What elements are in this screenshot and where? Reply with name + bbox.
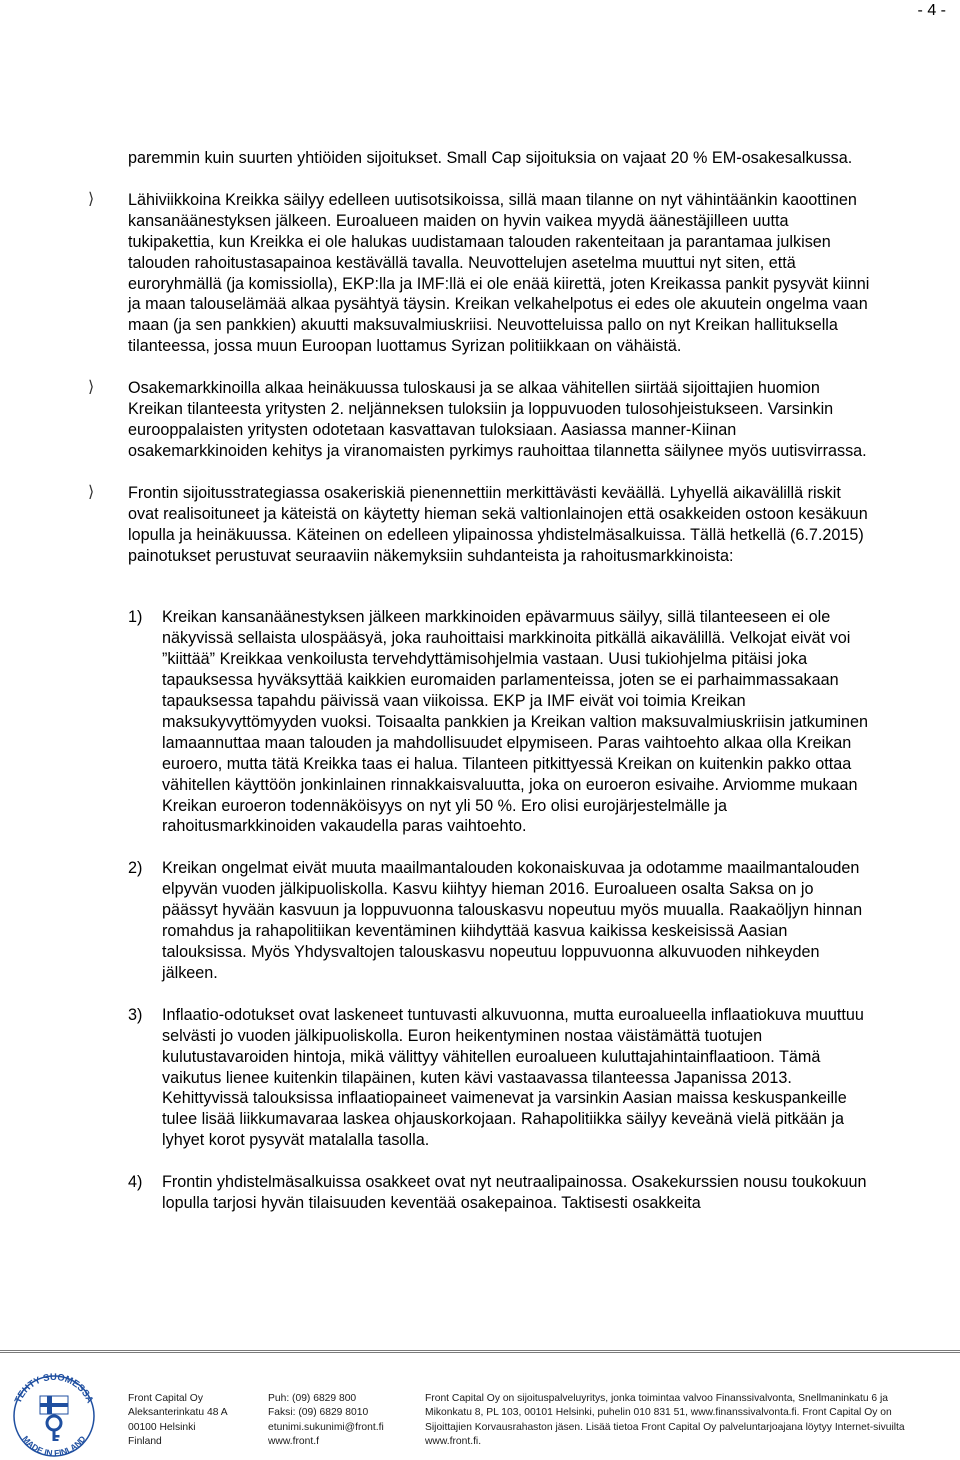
footer-line: Aleksanterinkatu 48 A	[128, 1407, 228, 1419]
numbered-text: Inflaatio-odotukset ovat laskeneet tuntuvasti alkuvuonna, mutta euroalueella inflaatiokuva muuttuu selvästi jo vuoden jälkipuoliskolla. Euron heikentyminen nostaa väistämättä tuotujen kulutustavaroiden hintoja, mikä välittyy vähitellen euroalueen kuluttajahintainflaatioon. Tämä vaikutus lienee kuitenkin tilapäinen, kuten kävi vastaavassa tilanteessa Japanissa 2013. Kehittyvissä talouksissa inflaatiopaineet vaimenevat ja varsinkin Aasian maissa keskuspankeille tulee lisää liikkumavaraa laskea ohjauskorkojaan. Rahapolitiikka säilyy keveänä vielä pitkään ja lyhyet korot pysyvät matalalla tasolla.	[162, 1005, 864, 1150]
footer-line: Finland	[128, 1436, 162, 1448]
bullet-chevron-icon: ⟩	[88, 190, 95, 208]
bullet-item	[88, 190, 873, 357]
document-body	[88, 148, 873, 1214]
svg-text:MADE IN FINLAND: MADE IN FINLAND	[20, 1433, 88, 1458]
bullet-item	[88, 378, 873, 462]
numbered-item	[128, 1005, 873, 1151]
bullet-chevron-icon: ⟩	[88, 483, 95, 501]
bullet-text: Lähiviikkoina Kreikka säilyy edelleen uutisotsikoissa, sillä maan tilanne on nyt vähintäänkin kaoottinen kansanäänestyksen jälkeen. Euroalueen maiden on hyvin vaikea myydä äänestäjilleen uutta tukipakettia, kun Kreikka ei ole halukas uudistamaan talouden rakenteitaan ja parantamaa julkisen talouden rahoitustasapainoa kestävällä tavalla. Neuvottelujen asetelma muuttui nyt siten, että euroryhmällä (ja komissiolla), EKP:lla ja IMF:llä ei ole enää kiirettä, joten Kreikassa pankit pysyvät kiinni ja maan talouselämää alkaa pysähtyä täysin. Kreikan velkahelpotus ei edes ole akuutein ongelma vaan maan (ja sen pankkien) akuutti maksuvalmiuskriisi. Neuvotteluissa pallo on nyt Kreikan hallituksella tilanteessa, jossa muun Euroopan luottamus Syrizan politiikkaan on vähäistä.	[128, 190, 870, 356]
item-number: 1)	[128, 608, 143, 627]
bullet-text: Frontin sijoitusstrategiassa osakeriskiä pienennettiin merkittävästi keväällä. Lyhyellä aikavälillä riskit ovat realisoituneet ja käteistä on käytetty hieman sekä valtionlainojen että osakkeiden ostoon kesäkuun lopulla ja heinäkuussa. Käteinen on edelleen ylipainossa yhdistelmäsalkuissa. Tällä hetkellä (6.7.2015) painotukset perustuvat seuraaviin näkemyksiin suhdanteista ja rahoitusmarkkinoista:	[128, 483, 868, 565]
footer-regulatory-notice	[425, 1392, 905, 1450]
bullet-item	[88, 483, 873, 567]
bullet-chevron-icon: ⟩	[88, 379, 95, 397]
numbered-text: Kreikan kansanäänestyksen jälkeen markkinoiden epävarmuus säilyy, sillä tilanteeseen ei ole näkyvissä sellaista ulospääsyä, joka rauhoittaisi markkinoita pitkällä aikavälillä. Velkojat eivät voi ”kiittää” Kreikkaa venkoilusta tervehdyttämisohjelmia vastaan. Uusi tukiohjelma pitäisi joka tapauksessa hyväksyttää kaikkien euromaiden parlamenteissa, joten se ei parhaimmassakaan tapauksessa tapahdu päivissä vaan viikoissa. EKP ja IMF eivät voi toimia Kreikan maksukyvyttömyyden vuoksi. Toisaalta pankkien ja Kreikan valtion maksuvalmiuskriisin jatkuminen lamaannuttaa maan talouden ja mahdollisuudet elpymiseen. Paras vaihtoehto alkaa olla Kreikan euroero, mutta tätä Kreikka taas ei halua. Tilanteen pitkittyessä Kreikan on kuitenkin pakko ottaa vähitellen käyttöön jonkinlainen rinnakkaisvaluutta, joka on euroeron esivaihe. Arviomme mukaan Kreikan euroeron todennäköisyys on nyt yli 50 %. Ero olisi eurojärjestelmälle ja rahoitusmarkkinoiden vakaudella paras vaihtoehto.	[162, 608, 868, 836]
footer-line: Front Capital Oy on sijoituspalveluyritys, jonka toimintaa valvoo Finanssivalvonta, Snellmaninkatu 6 ja	[425, 1393, 889, 1404]
footer-divider	[0, 1350, 960, 1353]
footer-phone: Puh: (09) 6829 800	[268, 1393, 357, 1404]
item-number: 4)	[128, 1173, 143, 1192]
item-number: 2)	[128, 859, 143, 878]
item-number: 3)	[128, 1005, 143, 1024]
footer-fax: Faksi: (09) 6829 8010	[268, 1407, 369, 1419]
footer-contact	[268, 1392, 384, 1450]
intro-paragraph: paremmin kuin suurten yhtiöiden sijoitukset. Small Cap sijoituksia on vajaat 20 % EM-osakesalkussa.	[128, 149, 853, 167]
footer-line: 00100 Helsinki	[128, 1421, 196, 1433]
made-in-finland-seal-icon	[4, 1366, 104, 1458]
numbered-text: Kreikan ongelmat eivät muuta maailmantalouden kokonaiskuvaa ja odotamme maailmantalouden elpyvän vuoden jälkipuoliskolla. Kasvu kiihtyy hieman 2016. Euroalueen osalta Saksa on jo päässyt hyvään kasvuun ja loppuvuonna talouskasvu nopeutuu myös muualla. Raakaöljyn hinnan romahdus ja rahapolitiikan keventäminen kiihdyttää kasvua kaikissa keskeisissä Aasian talouksissa. Myös Yhdysvaltojen talouskasvu nopeutuu loppuvuonna alkuvuoden nihkeyden jälkeen.	[162, 859, 863, 982]
page-number: - 4 -	[917, 2, 946, 19]
footer-website-link[interactable]: www.front.f	[268, 1436, 319, 1448]
footer-line: www.front.fi.	[425, 1436, 482, 1448]
footer-line: Front Capital Oy	[128, 1393, 203, 1404]
footer-line: Mikonkatu 8, PL 103, 00101 Helsinki, puhelin 010 831 51, www.finanssivalvonta.fi. Front Capital Oy on	[425, 1407, 892, 1419]
footer-company-address	[128, 1392, 228, 1450]
numbered-item	[128, 607, 873, 837]
numbered-item	[128, 858, 873, 983]
numbered-item	[128, 1172, 873, 1214]
footer-line: Sijoittajien Korvausrahaston jäsen. Lisää tietoa Front Capital Oy palveluntarjoajana löytyy Internet-sivuilta	[425, 1421, 905, 1433]
numbered-text: Frontin yhdistelmäsalkuissa osakkeet ovat nyt neutraalipainossa. Osakekurssien nousu toukokuun lopulla tarjosi hyvän tilaisuuden keventää osakepainoa. Taktisesti osakkeita	[162, 1173, 867, 1213]
footer	[0, 1362, 960, 1460]
svg-text:TEHTY SUOMESSA: TEHTY SUOMESSA	[12, 1371, 96, 1406]
bullet-text: Osakemarkkinoilla alkaa heinäkuussa tuloskausi ja se alkaa vähitellen siirtää sijoittajien huomion Kreikan tilanteesta yritysten 2. neljänneksen tuloksiin ja loppuvuoden tulosohjeistukseen. Varsinkin eurooppalaisten yritysten odotetaan kasvattavan tuloksiaan. Aasiassa manner-Kiinan osakemarkkinoiden kehitys ja viranomaisten pyrkimys rauhoittaa tilannetta säilynee myös uutisvirrassa.	[128, 379, 867, 460]
footer-email: etunimi.sukunimi@front.fi	[268, 1421, 384, 1433]
